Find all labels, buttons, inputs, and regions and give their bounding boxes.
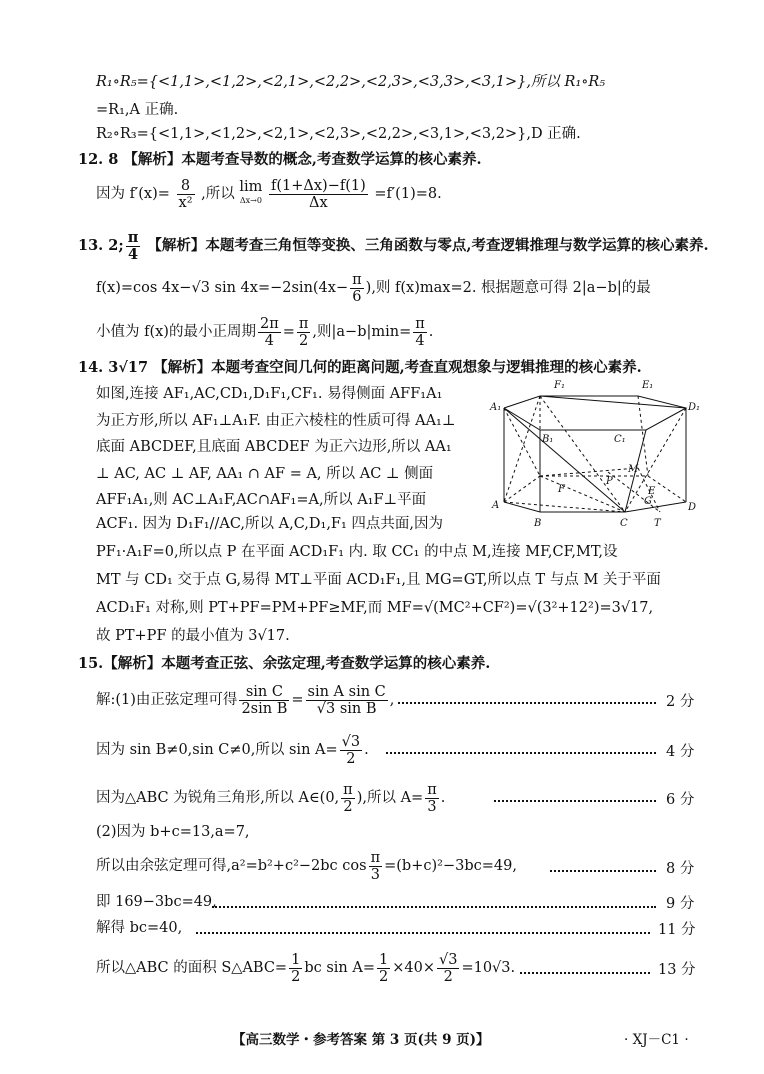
- q14-line-7: PF₁·A₁F=0,所以点 P 在平面 ACD₁F₁ 内. 取 CC₁ 的中点 M,连接 MF,CF,MT,设: [96, 544, 618, 560]
- q15-s3-end: .: [440, 790, 446, 806]
- q13-head-text: 【解析】本题考查三角恒等变换、三角函数与零点,考查逻辑推理与数学运算的核心素养.: [147, 237, 709, 254]
- q15-s2-frac: [340, 734, 362, 767]
- q15-s8-text-b: bc sin A=: [304, 960, 375, 976]
- q15-s1-text: 解:(1)由正弦定理可得: [96, 692, 238, 708]
- q15-s8-fn3: √3: [438, 951, 458, 968]
- q12-text-a: 因为 f′(x)=: [96, 186, 170, 202]
- vertex-label: E₁: [642, 380, 654, 391]
- prism-figure: [488, 380, 701, 534]
- q15-step-1: [96, 682, 394, 718]
- vertex-label: F₁: [554, 380, 565, 391]
- q15-s1-fd2: √3 sin B: [316, 700, 377, 717]
- q13-text-e: .: [428, 324, 434, 340]
- q15-s8-frac3: [437, 952, 459, 985]
- q12-f1-den: x²: [178, 194, 193, 211]
- q13-answer-fraction: [126, 230, 141, 263]
- leader-dots-6: [196, 932, 650, 934]
- q14-heading: 14. 3√17 【解析】本题考查空间几何的距离问题,考查直观想象与逻辑推理的核心素养.: [78, 359, 642, 376]
- q13-fn4: π: [298, 315, 309, 332]
- leader-dots-1: [398, 702, 656, 704]
- score-6: 11 分: [658, 922, 696, 938]
- vertex-label: T: [654, 518, 661, 529]
- q12-limsub: Δx→0: [239, 196, 262, 205]
- q15-s8-fn: 1: [291, 951, 301, 968]
- text-line-r1r5-conclusion: =R₁,A 正确.: [96, 102, 179, 118]
- q12-fraction-1: [177, 178, 195, 211]
- vertex-label: C: [620, 518, 628, 529]
- q15-s8-frac2: [377, 952, 390, 985]
- q13-fd2: 6: [352, 288, 362, 305]
- q13-frac-4: [297, 316, 311, 349]
- q15-heading: 15.【解析】本题考查正弦、余弦定理,考查数学运算的核心素养.: [78, 655, 491, 672]
- q15-s3-fn2: π: [427, 781, 437, 798]
- score-1: 2 分: [666, 694, 695, 710]
- q12-text-b: ,所以: [201, 186, 235, 202]
- q15-s5-text: 所以由余弦定理可得,a²=b²+c²−2bc cos: [96, 858, 367, 874]
- q13-line-1: [96, 270, 651, 306]
- q15-s8-fd2: 2: [379, 968, 389, 985]
- q15-s2-fd: 2: [346, 750, 356, 767]
- q15-s3-fd: 2: [343, 798, 353, 815]
- q13-fn3: 2π: [259, 315, 279, 332]
- q13-line-2: [96, 314, 433, 350]
- text-line-r1r5: R₁∘R₅={<1,1>,<1,2>,<2,1>,<2,2>,<2,3>,<3,3>,<3,1>},所以 R₁∘R₅: [96, 74, 606, 90]
- q15-s3-frac: [341, 782, 355, 815]
- leader-dots-5: [212, 906, 656, 908]
- q15-s1-eq: =: [291, 692, 304, 708]
- q13-fd4: 2: [299, 332, 309, 349]
- q13-frac-2: [350, 272, 364, 305]
- q15-step-7: 解得 bc=40,: [96, 920, 183, 936]
- q15-s2-fn: √3: [341, 733, 361, 750]
- q15-step-5: [96, 848, 517, 884]
- q15-s3-frac2: [425, 782, 439, 815]
- q14-line-5: AFF₁A₁,则 AC⊥A₁F,AC∩AF₁=A,所以 A₁F⊥平面: [96, 492, 427, 508]
- q13-fn2: π: [352, 271, 362, 288]
- q15-s5-fn: π: [370, 849, 381, 866]
- q15-s1-comma: ,: [389, 692, 395, 708]
- leader-dots-2: [386, 752, 656, 754]
- q13-number: 13. 2;: [78, 237, 124, 254]
- q13-text-d: ,则|a−b|min=: [312, 324, 412, 340]
- q15-s5-frac: [369, 850, 383, 883]
- q15-s8-text-d: =10√3.: [461, 960, 516, 976]
- score-5: 9 分: [666, 896, 695, 912]
- q13-fd3: 4: [264, 332, 274, 349]
- vertex-label: B₁: [542, 434, 554, 445]
- score-7: 13 分: [658, 962, 696, 978]
- vertex-label: P: [606, 476, 613, 487]
- q14-line-3: 底面 ABCDEF,且底面 ABCDEF 为正六边形,所以 AA₁: [96, 439, 452, 455]
- vertex-label: E: [648, 486, 656, 497]
- footer-code: · XJ－C1 ·: [624, 1032, 689, 1048]
- q14-line-1: 如图,连接 AF₁,AC,CD₁,D₁F₁,CF₁. 易得侧面 AFF₁A₁: [96, 386, 443, 402]
- q13-frac-5: [413, 316, 427, 349]
- q15-s8-frac1: [289, 952, 302, 985]
- q15-s2-text: 因为 sin B≠0,sin C≠0,所以 sin A=: [96, 742, 338, 758]
- q15-s8-fd3: 2: [443, 968, 453, 985]
- q12-f2-num: f(1+Δx)−f(1): [271, 177, 366, 194]
- vertex-label: D₁: [688, 402, 701, 413]
- vertex-label: D: [688, 502, 697, 513]
- q14-line-8: MT 与 CD₁ 交于点 G,易得 MT⊥平面 ACD₁F₁,且 MG=GT,所以点 T 与点 M 关于平面: [96, 572, 661, 588]
- q15-s1-frac1: [239, 684, 289, 717]
- q14-line-9: ACD₁F₁ 对称,则 PT+PF=PM+PF≥MF,而 MF=√(MC²+CF²)=√(3²+12²)=3√17,: [96, 600, 654, 616]
- footer-page-info: 【高三数学・参考答案 第 3 页(共 9 页)】: [232, 1032, 490, 1048]
- q15-s8-fn2: 1: [379, 951, 389, 968]
- q12-text-c: =f′(1)=8.: [374, 186, 442, 202]
- q15-step-2: [96, 732, 369, 768]
- q13-eq: =: [282, 324, 295, 340]
- q15-s1-fd1: 2sin B: [241, 700, 288, 717]
- vertex-label: F: [558, 484, 565, 495]
- q12-body: [96, 176, 442, 212]
- vertex-label: C₁: [614, 434, 626, 445]
- q13-fd5: 4: [415, 332, 425, 349]
- q13-text-b: ),则 f(x)max=2. 根据题意可得 2|a−b|的最: [365, 280, 651, 296]
- vertex-label: G: [644, 496, 652, 507]
- q15-step-4: (2)因为 b+c=13,a=7,: [96, 824, 250, 840]
- leader-dots-3: [494, 800, 656, 802]
- q14-line-10: 故 PT+PF 的最小值为 3√17.: [96, 628, 290, 644]
- q15-s3-text: 因为△ABC 为锐角三角形,所以 A∈(0,: [96, 790, 340, 806]
- q15-s8-text: 所以△ABC 的面积 S△ABC=: [96, 960, 288, 976]
- q13-fd: 4: [127, 245, 139, 263]
- score-4: 8 分: [666, 861, 695, 877]
- q13-heading: [78, 228, 709, 264]
- q13-fn: π: [127, 228, 139, 246]
- q15-s5-fd: 3: [370, 866, 380, 883]
- q15-s8-fd: 2: [291, 968, 301, 985]
- score-3: 6 分: [666, 792, 695, 808]
- vertex-label: A₁: [490, 402, 502, 413]
- q15-step-8: [96, 950, 515, 986]
- q13-fn5: π: [415, 315, 425, 332]
- q12-heading: 12. 8 【解析】本题考查导数的概念,考查数学运算的核心素养.: [78, 151, 482, 168]
- hexagonal-prism-diagram: [488, 380, 701, 530]
- q15-step-3: [96, 780, 445, 816]
- q14-line-4: ⊥ AC, AC ⊥ AF, AA₁ ∩ AF = A, 所以 AC ⊥ 侧面: [96, 466, 434, 482]
- vertex-label: A: [492, 500, 500, 511]
- q13-text-a: f(x)=cos 4x−√3 sin 4x=−2sin(4x−: [96, 280, 349, 296]
- vertex-label: B: [534, 518, 542, 529]
- vertex-label: M: [628, 464, 639, 475]
- q12-fraction-2: [269, 178, 368, 211]
- q12-f2-den: Δx: [309, 194, 328, 211]
- q15-s1-fn1: sin C: [239, 684, 289, 701]
- q13-frac-3: [258, 316, 281, 349]
- q12-limit: [239, 180, 262, 208]
- leader-dots-7: [520, 972, 650, 974]
- q15-s3-fd2: 3: [427, 798, 437, 815]
- q15-s3-fn: π: [343, 781, 353, 798]
- q15-s1-fn2: sin A sin C: [307, 683, 386, 700]
- q14-line-2: 为正方形,所以 AF₁⊥A₁F. 由正六棱柱的性质可得 AA₁⊥: [96, 413, 456, 429]
- score-2: 4 分: [666, 744, 695, 760]
- text-line-r2r3: R₂∘R₃={<1,1>,<1,2>,<2,1>,<2,3>,<2,2>,<3,1>,<3,2>},D 正确.: [96, 126, 581, 142]
- q15-s2-end: .: [364, 742, 369, 758]
- leader-dots-4: [550, 870, 656, 872]
- q13-text-c: 小值为 f(x)的最小正周期: [96, 324, 256, 340]
- q15-s3-text-b: ),所以 A=: [356, 790, 424, 806]
- q15-s1-frac2: [306, 684, 388, 717]
- q15-step-6: 即 169−3bc=49,: [96, 894, 217, 910]
- q15-s5-text-b: =(b+c)²−3bc=49,: [384, 858, 517, 874]
- q12-f1-num: 8: [177, 178, 195, 195]
- q14-line-6: ACF₁. 因为 D₁F₁//AC,所以 A,C,D₁,F₁ 四点共面,因为: [96, 516, 444, 532]
- q12-lim: lim: [239, 179, 263, 195]
- q15-s8-text-c: ×40×: [392, 960, 435, 976]
